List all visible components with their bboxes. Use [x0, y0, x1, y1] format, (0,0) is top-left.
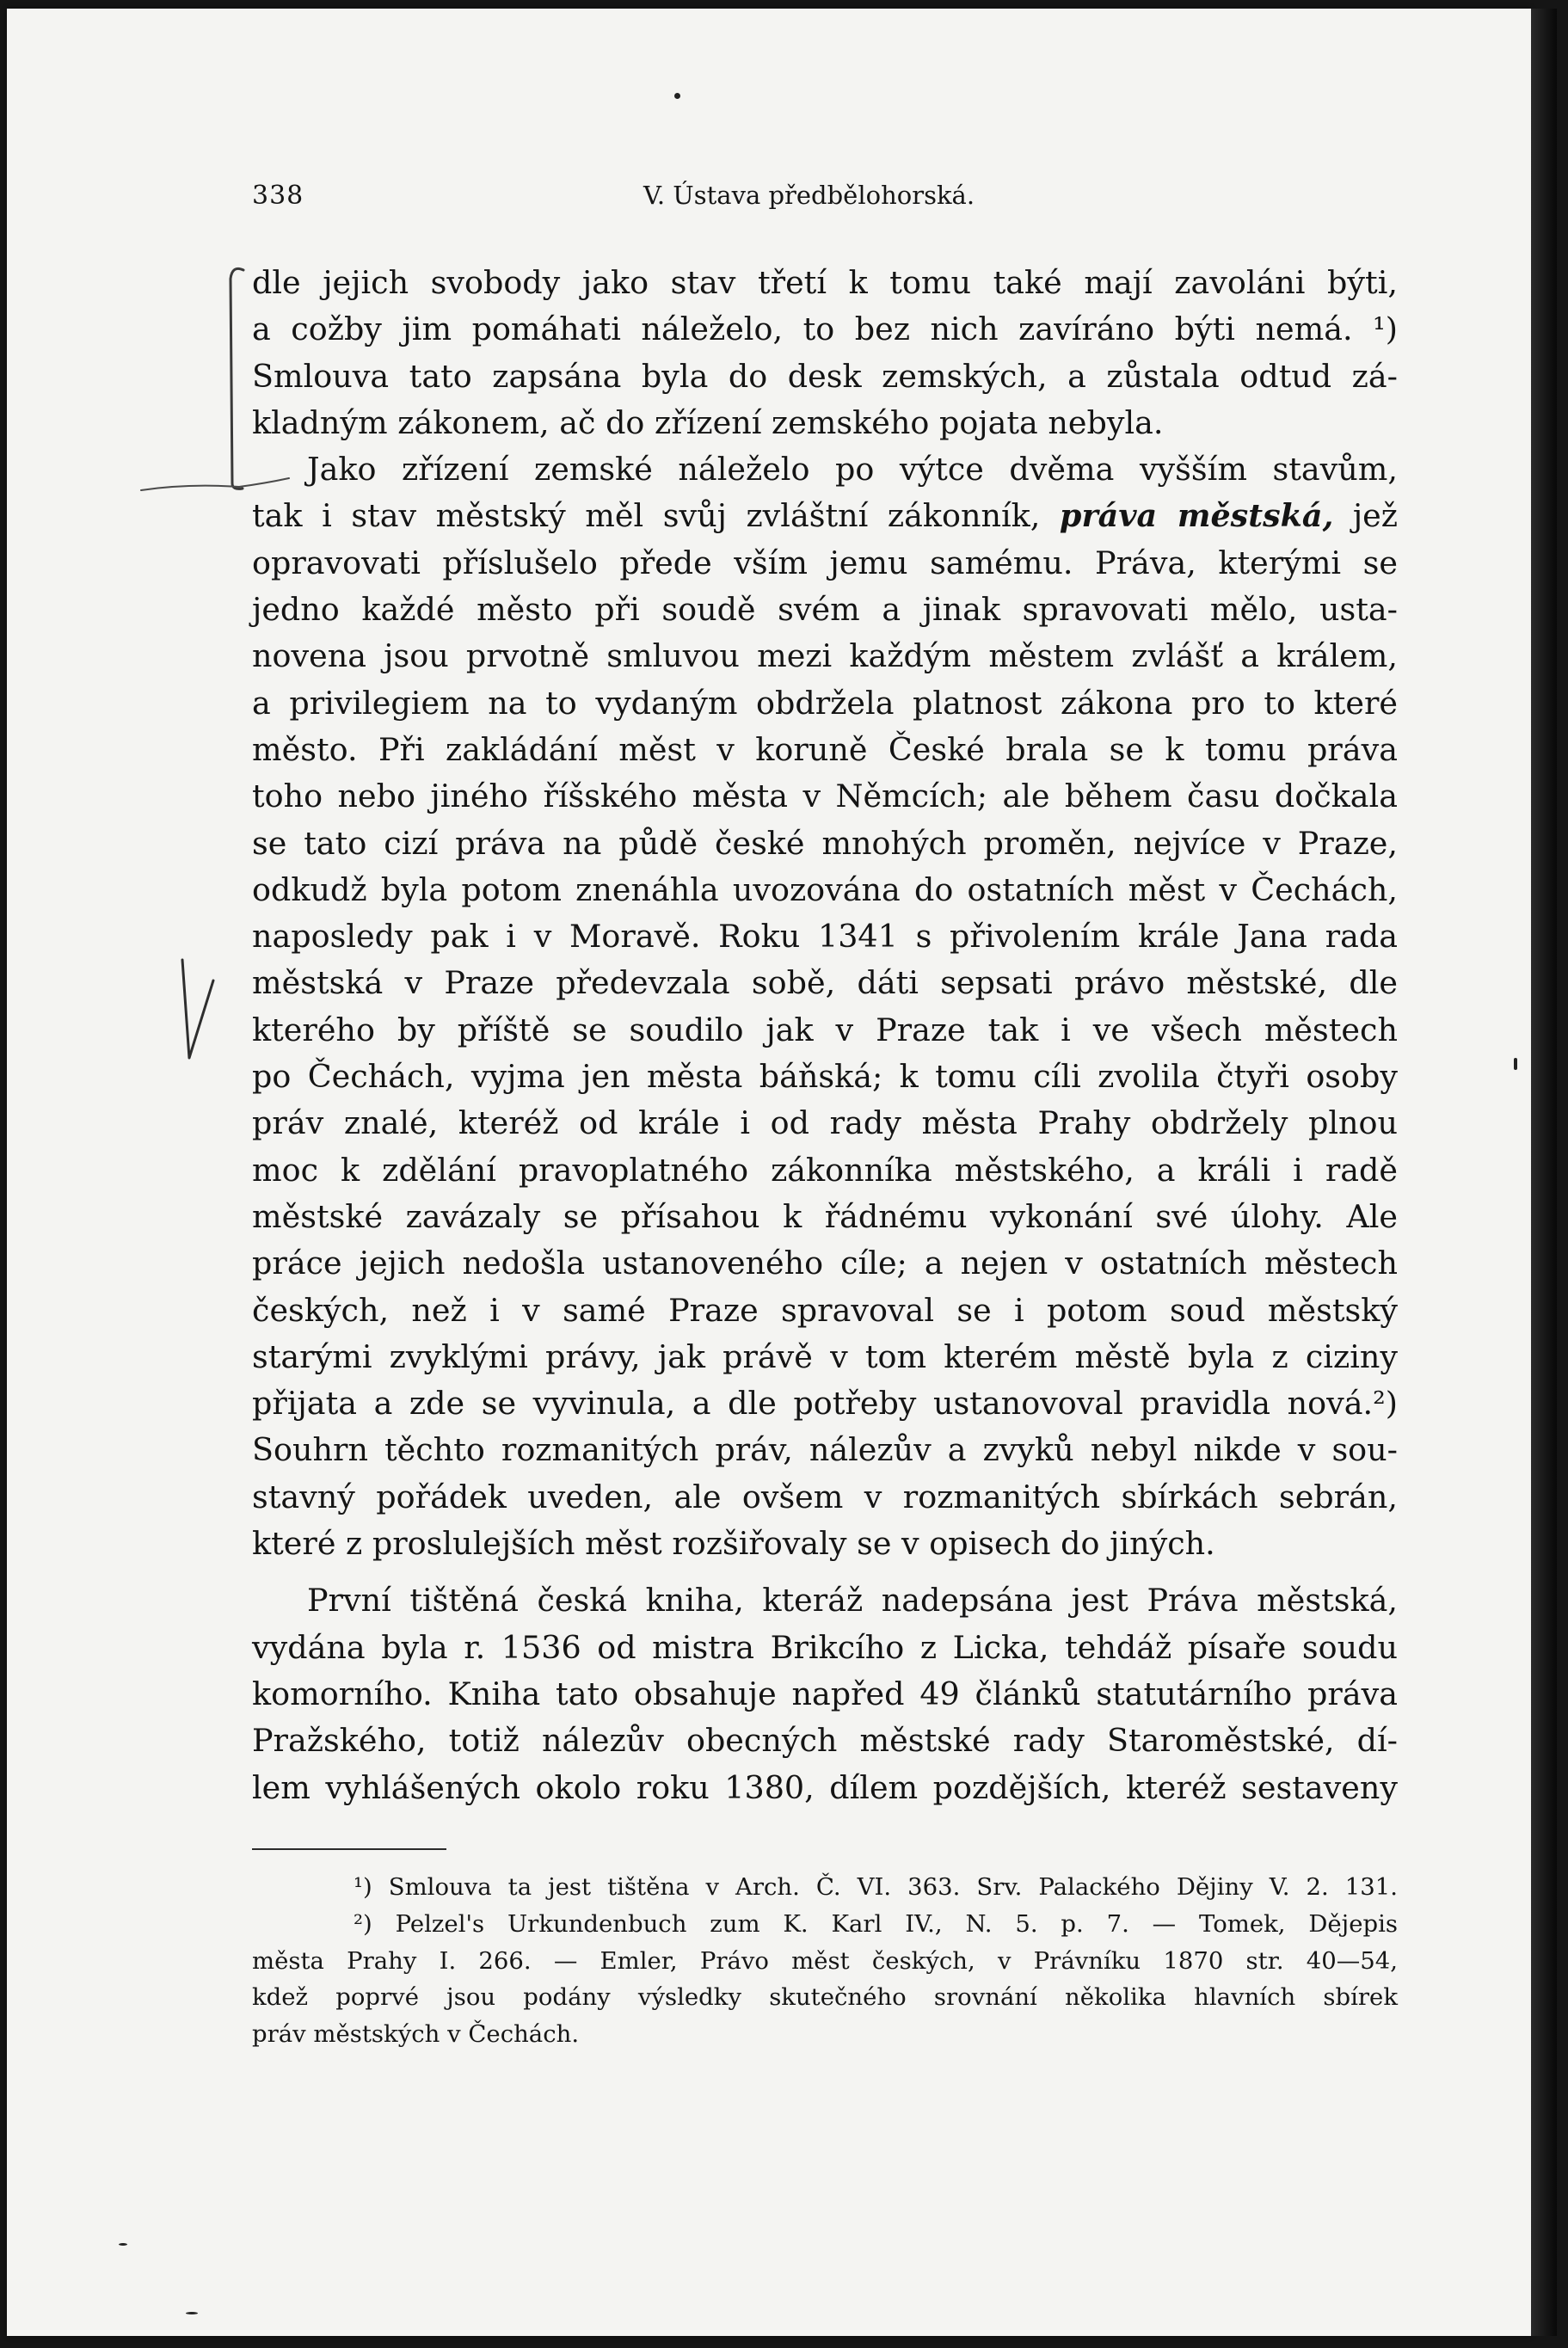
scan-speck — [186, 2312, 198, 2314]
text-line: přijata a zde se vyvinula, a dle potřeby ustanovoval pravidla nová.²) — [252, 1385, 1398, 1423]
footnote-line: ²) Pelzel's Urkundenbuch zum K. Karl IV., N. 5. p. 7. — Tomek, Dějepis — [354, 1909, 1398, 1938]
scan-speck — [674, 93, 680, 99]
text-line: kladným zákonem, ač do zřízení zemského pojata nebyla. — [252, 403, 1164, 441]
text-line: novena jsou prvotně smluvou mezi každým městem zvlášť a králem, — [252, 637, 1398, 675]
scan-speck — [1514, 1058, 1517, 1070]
text-line: Souhrn těchto rozmanitých práv, nálezův a zvyků nebyl nikde v sou- — [252, 1431, 1398, 1469]
footnote-line: kdež poprvé jsou podány výsledky skutečného srovnání několika hlavních sbírek — [252, 1983, 1398, 2012]
footnotes — [252, 1869, 1398, 2053]
text-line: odkudž byla potom znenáhla uvozována do ostatních měst v Čechách, — [252, 870, 1398, 908]
text-segment: tak i stav městský měl svůj zvláštní zákonník, — [252, 497, 1041, 535]
text-line: jedno každé město při soudě svém a jinak spravovati mělo, usta- — [252, 591, 1398, 629]
scanned-page — [7, 9, 1531, 2336]
footnote-separator — [252, 1848, 446, 1850]
footnote-line: práv městských v Čechách. — [252, 2020, 580, 2049]
text-line: Jako zřízení zemské náleželo po výtce dvěma vyšším stavům, — [307, 451, 1398, 489]
text-line: které z proslulejších měst rozšiřovaly se v opisech do jiných. — [252, 1525, 1215, 1563]
footnote-line: města Prahy I. 266. — Emler, Právo měst českých, v Právníku 1870 str. 40—54, — [252, 1946, 1398, 1975]
text-line: stavný pořádek uveden, ale ovšem v rozmanitých sbírkách sebrán, — [252, 1478, 1398, 1515]
text-line: komorního. Kniha tato obsahuje napřed 49 článků statutárního práva — [252, 1675, 1398, 1712]
text-line: moc k zdělání pravoplatného zákonníka městského, a králi i radě — [252, 1151, 1398, 1189]
text-line: práce jejich nedošla ustanoveného cíle; a nejen v ostatních městech — [252, 1245, 1398, 1282]
pencil-bracket-mark — [136, 258, 308, 507]
text-line: starými zvyklými právy, jak právě v tom kterém městě byla z ciziny — [252, 1337, 1398, 1375]
text-line: vydána byla r. 1536 od mistra Brikcího z Licka, tehdáž písaře soudu — [252, 1628, 1398, 1666]
text-line: První tištěná česká kniha, kteráž nadepsána jest Práva městská, — [307, 1582, 1398, 1620]
text-line: a cožby jim pomáhati náleželo, to bez nich zavíráno býti nemá. ¹) — [252, 310, 1398, 348]
text-line: lem vyhlášených okolo roku 1380, dílem pozdějších, kteréž sestaveny — [252, 1768, 1398, 1806]
text-line-with-emphasis — [252, 493, 1398, 539]
text-line: naposledy pak i v Moravě. Roku 1341 s přivolením krále Jana rada — [252, 918, 1398, 956]
text-line: po Čechách, vyjma jen města báňská; k tomu cíli zvolila čtyři osoby — [252, 1058, 1398, 1096]
emphasis-phrase: práva městská, — [1059, 497, 1334, 535]
text-line: práv znalé, kteréž od krále i od rady města Prahy obdržely plnou — [252, 1104, 1398, 1142]
text-line: se tato cizí práva na půdě české mnohých proměn, nejvíce v Praze, — [252, 824, 1398, 862]
text-line: Smlouva tato zapsána byla do desk zemských, a zůstala odtud zá- — [252, 357, 1398, 395]
footnote-line: ¹) Smlouva ta jest tištěna v Arch. Č. VI. 363. Srv. Palackého Dějiny V. 2. 131. — [354, 1873, 1398, 1901]
text-line: kterého by příště se soudilo jak v Praze tak i ve všech městech — [252, 1011, 1398, 1048]
text-line: městské zavázaly se přísahou k řádnému vykonání své úlohy. Ale — [252, 1197, 1398, 1235]
text-line: opravovati příslušelo přede vším jemu samému. Práva, kterými se — [252, 544, 1398, 581]
pencil-margin-mark — [175, 955, 227, 1066]
text-line: toho nebo jiného říšského města v Němcích; ale během času dočkala — [252, 778, 1398, 815]
running-title: V. Ústava předbělohorská. — [643, 181, 975, 210]
text-line: městská v Praze předevzala sobě, dáti sepsati právo městské, dle — [252, 964, 1398, 1002]
page-number: 338 — [252, 181, 304, 211]
text-line: dle jejich svobody jako stav třetí k tomu také mají zavoláni býti, — [252, 264, 1398, 301]
scan-speck — [119, 2243, 127, 2246]
body-text — [252, 260, 1398, 1811]
text-line: a privilegiem na to vydaným obdržela platnost zákona pro to které — [252, 684, 1398, 722]
running-header — [7, 181, 1531, 215]
text-line: město. Při zakládání měst v koruně České brala se k tomu práva — [252, 730, 1398, 768]
text-segment: jež — [1352, 497, 1399, 535]
text-line: českých, než i v samé Praze spravoval se i potom soud městský — [252, 1291, 1398, 1329]
text-line: Pražského, totiž nálezův obecných městské rady Staroměstské, dí- — [252, 1722, 1398, 1760]
